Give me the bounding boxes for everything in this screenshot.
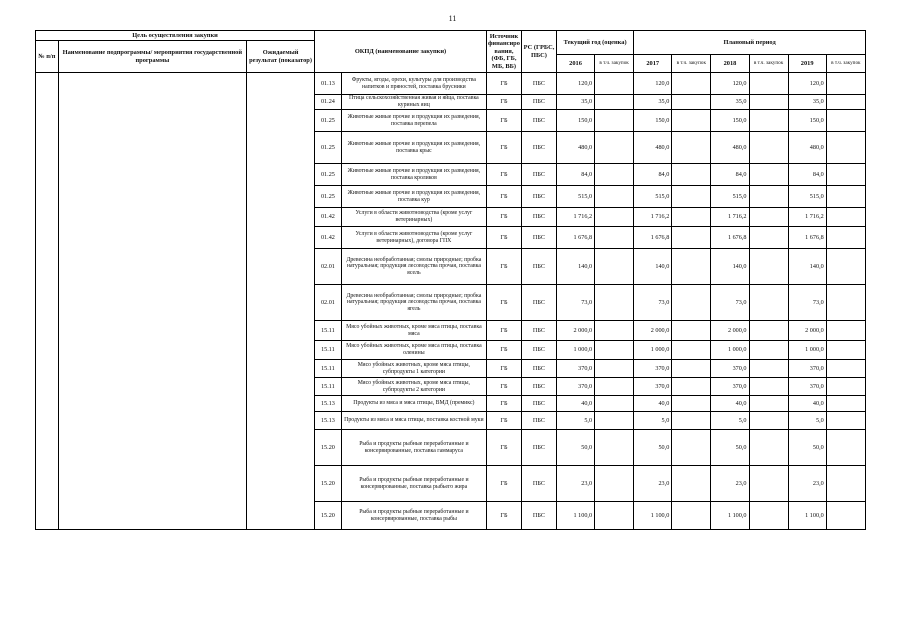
- value-2017: 150,0: [634, 110, 672, 132]
- procured-2019: [826, 321, 865, 341]
- procured-2019: [826, 430, 865, 466]
- value-2016: 1 100,0: [556, 502, 594, 530]
- value-2016: 5,0: [556, 412, 594, 430]
- value-2018: 370,0: [711, 378, 749, 396]
- value-2016: 50,0: [556, 430, 594, 466]
- procured-2018: [749, 132, 788, 164]
- value-2019: 50,0: [788, 430, 826, 466]
- procured-2016: [595, 208, 634, 227]
- value-2016: 140,0: [556, 249, 594, 285]
- value-2018: 5,0: [711, 412, 749, 430]
- value-2019: 1 716,2: [788, 208, 826, 227]
- procured-2016: [595, 110, 634, 132]
- procured-2017: [672, 412, 711, 430]
- page-number: 11: [448, 14, 457, 23]
- purchase-description: Мясо убойных животных, кроме мяса птицы, поставка мяса: [341, 321, 486, 341]
- header-result: Ожидаемый результат (показатор): [247, 41, 315, 73]
- okpd-code: 15.20: [315, 430, 342, 466]
- funding-source: ГБ: [486, 360, 521, 378]
- value-2017: 2 000,0: [634, 321, 672, 341]
- header-source: Источник финансиро вания, (ФБ, ГБ, МБ, ВБ): [486, 31, 521, 73]
- value-2016: 35,0: [556, 95, 594, 110]
- value-2019: 480,0: [788, 132, 826, 164]
- value-2017: 370,0: [634, 360, 672, 378]
- value-2018: 2 000,0: [711, 321, 749, 341]
- purchase-description: Рыба и продукты рыбные переработанные и консервированные, поставка рыбы: [341, 502, 486, 530]
- value-2017: 480,0: [634, 132, 672, 164]
- purchase-description: Услуги в области животноводства (кроме услуг ветеринарных): [341, 208, 486, 227]
- header-incl-2019: в т.ч. закупок: [826, 55, 865, 73]
- budget-recipient: ПБС: [521, 186, 556, 208]
- procured-2018: [749, 110, 788, 132]
- procured-2017: [672, 430, 711, 466]
- okpd-code: 15.13: [315, 396, 342, 412]
- procured-2016: [595, 249, 634, 285]
- header-year-2018: 2018: [711, 55, 749, 73]
- value-2019: 140,0: [788, 249, 826, 285]
- procured-2016: [595, 164, 634, 186]
- budget-recipient: ПБС: [521, 285, 556, 321]
- value-2018: 1 100,0: [711, 502, 749, 530]
- okpd-code: 15.11: [315, 341, 342, 360]
- value-2018: 1 000,0: [711, 341, 749, 360]
- value-2018: 50,0: [711, 430, 749, 466]
- procured-2017: [672, 73, 711, 95]
- value-2019: 40,0: [788, 396, 826, 412]
- procured-2016: [595, 430, 634, 466]
- value-2018: 40,0: [711, 396, 749, 412]
- procured-2019: [826, 285, 865, 321]
- procured-2019: [826, 132, 865, 164]
- value-2019: 1 676,8: [788, 227, 826, 249]
- purchase-description: Мясо убойных животных, кроме мяса птицы, поставка оленины: [341, 341, 486, 360]
- budget-recipient: ПБС: [521, 110, 556, 132]
- header-incl-2018: в т.ч. закупок: [749, 55, 788, 73]
- okpd-code: 01.24: [315, 95, 342, 110]
- value-2017: 370,0: [634, 378, 672, 396]
- procured-2019: [826, 73, 865, 95]
- value-2019: 84,0: [788, 164, 826, 186]
- value-2019: 150,0: [788, 110, 826, 132]
- value-2018: 35,0: [711, 95, 749, 110]
- budget-recipient: ПБС: [521, 208, 556, 227]
- header-rs: РС (ГРБС, ПБС): [521, 31, 556, 73]
- procured-2016: [595, 341, 634, 360]
- header-program: Наименование подпрограммы/ мероприятия государственной программы: [58, 41, 246, 73]
- procured-2018: [749, 249, 788, 285]
- procured-2018: [749, 378, 788, 396]
- procured-2019: [826, 360, 865, 378]
- header-planned-period: Плановый период: [634, 31, 866, 55]
- funding-source: ГБ: [486, 412, 521, 430]
- value-2017: 35,0: [634, 95, 672, 110]
- value-2019: 370,0: [788, 360, 826, 378]
- budget-recipient: ПБС: [521, 73, 556, 95]
- value-2016: 150,0: [556, 110, 594, 132]
- value-2019: 1 100,0: [788, 502, 826, 530]
- budget-recipient: ПБС: [521, 341, 556, 360]
- okpd-code: 01.25: [315, 164, 342, 186]
- funding-source: ГБ: [486, 341, 521, 360]
- value-2016: 23,0: [556, 466, 594, 502]
- procured-2016: [595, 378, 634, 396]
- procured-2019: [826, 502, 865, 530]
- value-2017: 1 716,2: [634, 208, 672, 227]
- procured-2018: [749, 430, 788, 466]
- value-2019: 5,0: [788, 412, 826, 430]
- purchase-description: Рыба и продукты рыбные переработанные и консервированные, поставка рыбьего жира: [341, 466, 486, 502]
- okpd-code: 01.25: [315, 186, 342, 208]
- okpd-code: 15.11: [315, 360, 342, 378]
- budget-recipient: ПБС: [521, 132, 556, 164]
- okpd-code: 15.20: [315, 502, 342, 530]
- okpd-code: 02.01: [315, 285, 342, 321]
- procured-2018: [749, 164, 788, 186]
- funding-source: ГБ: [486, 132, 521, 164]
- funding-source: ГБ: [486, 208, 521, 227]
- value-2016: 2 000,0: [556, 321, 594, 341]
- funding-source: ГБ: [486, 73, 521, 95]
- procured-2018: [749, 321, 788, 341]
- header-okpd: ОКПД (наименование закупки): [315, 31, 487, 73]
- purchase-description: Животные живые прочие и продукция их разведения, поставка крыс: [341, 132, 486, 164]
- procured-2019: [826, 186, 865, 208]
- procurement-plan-table: [35, 30, 866, 530]
- procured-2016: [595, 360, 634, 378]
- value-2018: 1 676,8: [711, 227, 749, 249]
- procured-2018: [749, 227, 788, 249]
- header-year-2019: 2019: [788, 55, 826, 73]
- value-2019: 23,0: [788, 466, 826, 502]
- header-year-2017: 2017: [634, 55, 672, 73]
- value-2016: 370,0: [556, 360, 594, 378]
- funding-source: ГБ: [486, 227, 521, 249]
- budget-recipient: ПБС: [521, 360, 556, 378]
- budget-recipient: ПБС: [521, 430, 556, 466]
- value-2017: 73,0: [634, 285, 672, 321]
- value-2018: 515,0: [711, 186, 749, 208]
- procured-2019: [826, 164, 865, 186]
- procured-2016: [595, 321, 634, 341]
- procured-2017: [672, 502, 711, 530]
- program-cell: [58, 73, 246, 530]
- value-2018: 140,0: [711, 249, 749, 285]
- procured-2017: [672, 208, 711, 227]
- procured-2019: [826, 227, 865, 249]
- funding-source: ГБ: [486, 378, 521, 396]
- procured-2017: [672, 132, 711, 164]
- result-cell: [247, 73, 315, 530]
- value-2019: 73,0: [788, 285, 826, 321]
- value-2018: 480,0: [711, 132, 749, 164]
- value-2017: 5,0: [634, 412, 672, 430]
- procured-2019: [826, 249, 865, 285]
- header-num: № п/п: [36, 41, 59, 73]
- value-2016: 84,0: [556, 164, 594, 186]
- procured-2018: [749, 95, 788, 110]
- budget-recipient: ПБС: [521, 164, 556, 186]
- value-2017: 120,0: [634, 73, 672, 95]
- value-2018: 370,0: [711, 360, 749, 378]
- purchase-description: Продукты из мяса и мяса птицы, поставка костной муки: [341, 412, 486, 430]
- procured-2019: [826, 341, 865, 360]
- okpd-code: 01.42: [315, 208, 342, 227]
- procured-2016: [595, 396, 634, 412]
- value-2018: 73,0: [711, 285, 749, 321]
- value-2017: 84,0: [634, 164, 672, 186]
- procured-2016: [595, 466, 634, 502]
- budget-recipient: ПБС: [521, 502, 556, 530]
- procured-2017: [672, 285, 711, 321]
- value-2017: 1 100,0: [634, 502, 672, 530]
- okpd-code: 15.11: [315, 378, 342, 396]
- okpd-code: 01.25: [315, 132, 342, 164]
- budget-recipient: ПБС: [521, 321, 556, 341]
- funding-source: ГБ: [486, 466, 521, 502]
- procured-2016: [595, 95, 634, 110]
- procured-2018: [749, 396, 788, 412]
- funding-source: ГБ: [486, 95, 521, 110]
- okpd-code: 15.11: [315, 321, 342, 341]
- procured-2017: [672, 378, 711, 396]
- table-body: [36, 73, 866, 530]
- number-cell: [36, 73, 59, 530]
- table-row: [36, 73, 866, 95]
- procured-2016: [595, 227, 634, 249]
- value-2018: 150,0: [711, 110, 749, 132]
- budget-recipient: ПБС: [521, 378, 556, 396]
- procured-2017: [672, 186, 711, 208]
- purchase-description: Мясо убойных животных, кроме мяса птицы, субпродукты 2 категории: [341, 378, 486, 396]
- value-2018: 1 716,2: [711, 208, 749, 227]
- purchase-description: Животные живые прочие и продукция их разведения, поставка перепела: [341, 110, 486, 132]
- value-2019: 370,0: [788, 378, 826, 396]
- procured-2017: [672, 360, 711, 378]
- header-current-year: Текущий год (оценка): [556, 31, 633, 55]
- procured-2018: [749, 360, 788, 378]
- budget-recipient: ПБС: [521, 95, 556, 110]
- value-2017: 40,0: [634, 396, 672, 412]
- value-2019: 120,0: [788, 73, 826, 95]
- funding-source: ГБ: [486, 285, 521, 321]
- value-2018: 23,0: [711, 466, 749, 502]
- okpd-code: 02.01: [315, 249, 342, 285]
- procured-2019: [826, 208, 865, 227]
- value-2017: 140,0: [634, 249, 672, 285]
- procured-2019: [826, 95, 865, 110]
- value-2016: 73,0: [556, 285, 594, 321]
- value-2016: 1 000,0: [556, 341, 594, 360]
- procured-2016: [595, 186, 634, 208]
- value-2016: 370,0: [556, 378, 594, 396]
- purchase-description: Птица сельскохозяйственная живая и яйца, поставка куриных яиц: [341, 95, 486, 110]
- procured-2018: [749, 502, 788, 530]
- value-2017: 515,0: [634, 186, 672, 208]
- purchase-description: Рыба и продукты рыбные переработанные и консервированные, поставка гаммаруса: [341, 430, 486, 466]
- okpd-code: 01.42: [315, 227, 342, 249]
- funding-source: ГБ: [486, 396, 521, 412]
- value-2017: 1 000,0: [634, 341, 672, 360]
- procured-2019: [826, 378, 865, 396]
- funding-source: ГБ: [486, 186, 521, 208]
- funding-source: ГБ: [486, 110, 521, 132]
- funding-source: ГБ: [486, 430, 521, 466]
- value-2016: 120,0: [556, 73, 594, 95]
- value-2019: 2 000,0: [788, 321, 826, 341]
- okpd-code: 01.13: [315, 73, 342, 95]
- purchase-description: Продукты из мяса и мяса птицы, ВМД (премикс): [341, 396, 486, 412]
- procured-2017: [672, 249, 711, 285]
- procured-2017: [672, 341, 711, 360]
- value-2016: 1 716,2: [556, 208, 594, 227]
- procured-2016: [595, 502, 634, 530]
- procured-2019: [826, 412, 865, 430]
- procured-2017: [672, 164, 711, 186]
- purchase-description: Животные живые прочие и продукция их разведения, поставка кроликов: [341, 164, 486, 186]
- funding-source: ГБ: [486, 164, 521, 186]
- value-2017: 1 676,8: [634, 227, 672, 249]
- okpd-code: 15.20: [315, 466, 342, 502]
- purchase-description: Животные живые прочие и продукция их разведения, поставка кур: [341, 186, 486, 208]
- purchase-description: Услуги в области животноводства (кроме услуг ветеринарных), договора ГПХ: [341, 227, 486, 249]
- procured-2017: [672, 396, 711, 412]
- procured-2018: [749, 186, 788, 208]
- budget-recipient: ПБС: [521, 396, 556, 412]
- purchase-description: Древесина необработанная; смолы природные; пробка натуральная; продукция лесоводства прочая, поставка ягель: [341, 285, 486, 321]
- purchase-description: Мясо убойных животных, кроме мяса птицы, субпродукты 1 категории: [341, 360, 486, 378]
- procured-2018: [749, 285, 788, 321]
- budget-recipient: ПБС: [521, 227, 556, 249]
- value-2019: 35,0: [788, 95, 826, 110]
- procured-2016: [595, 73, 634, 95]
- value-2018: 120,0: [711, 73, 749, 95]
- procured-2017: [672, 110, 711, 132]
- header-incl-2016: в т.ч. закупок: [595, 55, 634, 73]
- procured-2018: [749, 73, 788, 95]
- value-2016: 480,0: [556, 132, 594, 164]
- value-2019: 515,0: [788, 186, 826, 208]
- value-2016: 515,0: [556, 186, 594, 208]
- procured-2016: [595, 132, 634, 164]
- header-year-2016: 2016: [556, 55, 594, 73]
- procured-2019: [826, 396, 865, 412]
- procured-2018: [749, 208, 788, 227]
- procured-2018: [749, 412, 788, 430]
- funding-source: ГБ: [486, 321, 521, 341]
- value-2016: 1 676,8: [556, 227, 594, 249]
- procured-2017: [672, 466, 711, 502]
- procured-2017: [672, 95, 711, 110]
- okpd-code: 15.13: [315, 412, 342, 430]
- purchase-description: Древесина необработанная; смолы природные; пробка натуральная; продукция лесоводства прочая, поставка ясель: [341, 249, 486, 285]
- funding-source: ГБ: [486, 249, 521, 285]
- procured-2018: [749, 466, 788, 502]
- okpd-code: 01.25: [315, 110, 342, 132]
- header-incl-2017: в т.ч. закупок: [672, 55, 711, 73]
- procured-2017: [672, 227, 711, 249]
- budget-recipient: ПБС: [521, 466, 556, 502]
- value-2019: 1 000,0: [788, 341, 826, 360]
- budget-recipient: ПБС: [521, 249, 556, 285]
- procured-2017: [672, 321, 711, 341]
- procured-2019: [826, 110, 865, 132]
- funding-source: ГБ: [486, 502, 521, 530]
- purchase-description: Фрукты, ягоды, орехи, культуры для производства напитков и пряностей, поставка брусники: [341, 73, 486, 95]
- procured-2016: [595, 412, 634, 430]
- procured-2016: [595, 285, 634, 321]
- procured-2019: [826, 466, 865, 502]
- budget-recipient: ПБС: [521, 412, 556, 430]
- header-goal: Цель осуществления закупки: [36, 31, 315, 41]
- value-2016: 40,0: [556, 396, 594, 412]
- value-2018: 84,0: [711, 164, 749, 186]
- procured-2018: [749, 341, 788, 360]
- value-2017: 23,0: [634, 466, 672, 502]
- value-2017: 50,0: [634, 430, 672, 466]
